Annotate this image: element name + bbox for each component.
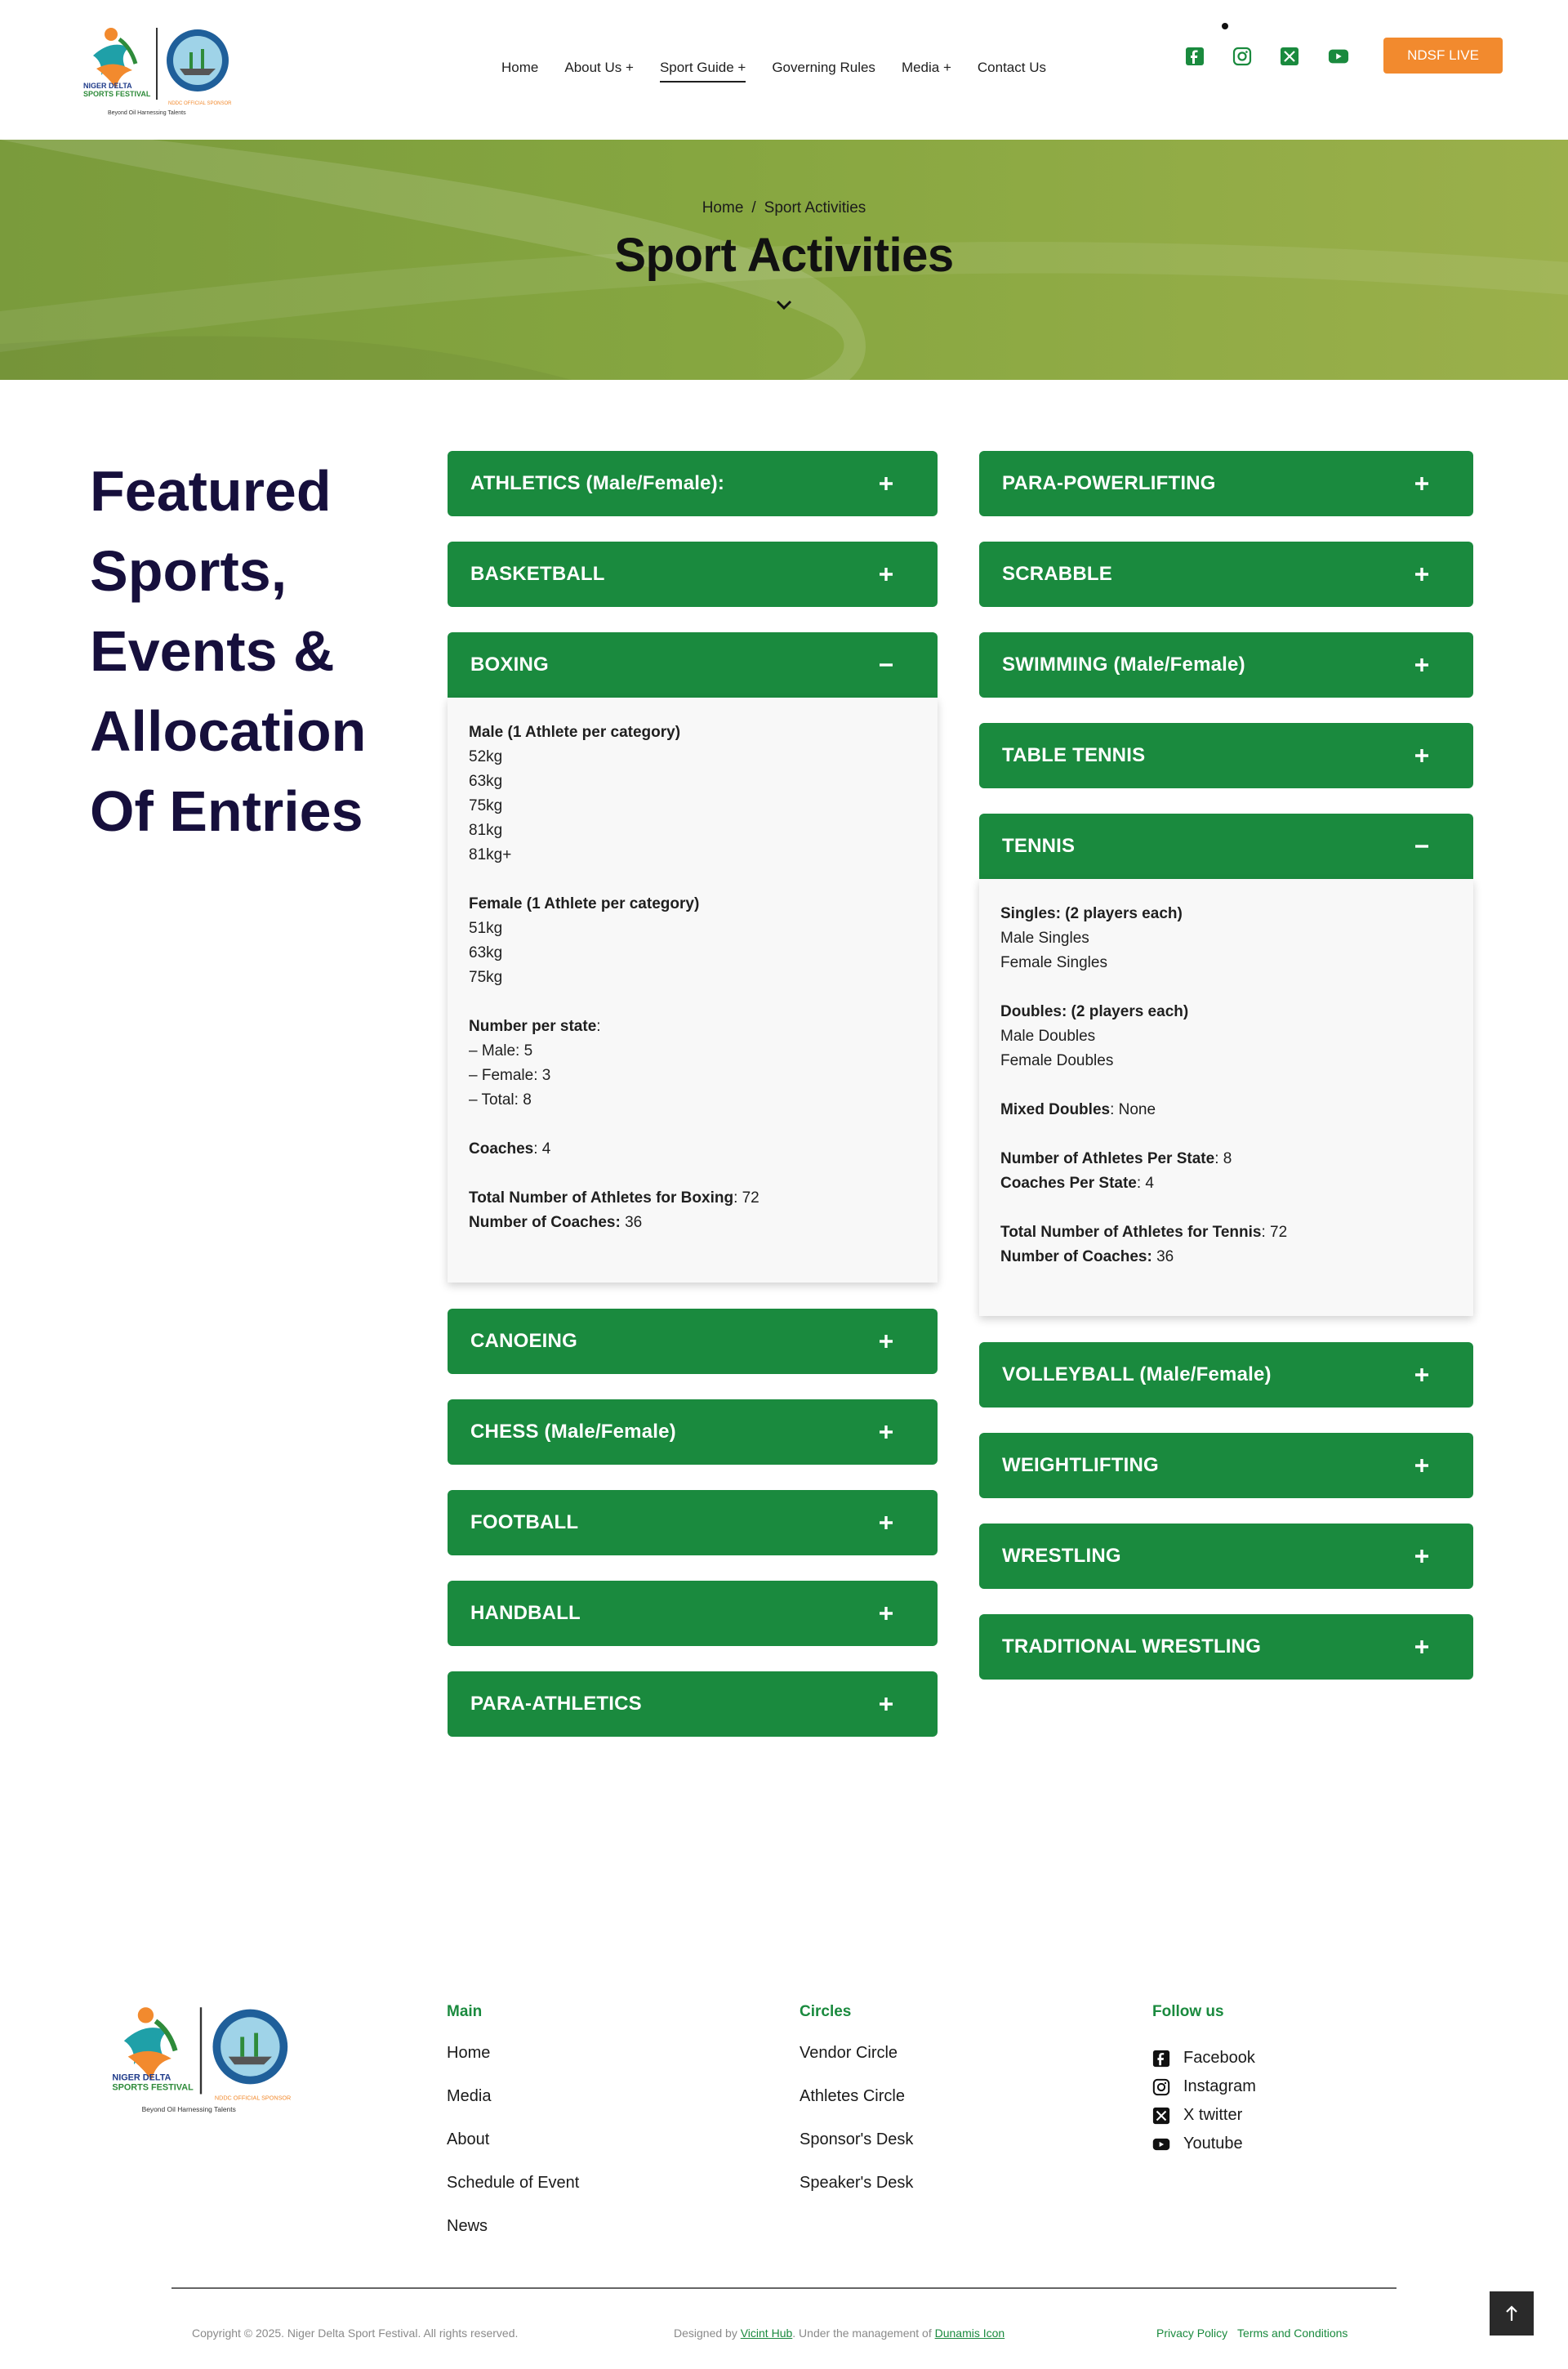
boxing-male-heading: Male (1 Athlete per category) bbox=[469, 724, 681, 741]
footer-main-heading: Main bbox=[447, 2003, 483, 2020]
boxing-total-value: : 72 bbox=[733, 1189, 760, 1207]
footer-link-schedule[interactable]: Schedule of Event bbox=[447, 2174, 580, 2192]
breadcrumb-separator: / bbox=[751, 199, 756, 216]
plus-icon bbox=[1413, 475, 1431, 493]
accordion-para-athletics[interactable] bbox=[448, 1671, 938, 1737]
accordion-title: PARA-POWERLIFTING bbox=[1002, 472, 1216, 494]
featured-line: Allocation bbox=[90, 699, 367, 763]
list-item: 81kg+ bbox=[469, 846, 512, 863]
footer-link-about[interactable]: About bbox=[447, 2130, 490, 2148]
page-hero bbox=[0, 140, 1568, 380]
tennis-per-state-label: Number of Athletes Per State bbox=[1000, 1150, 1215, 1167]
tennis-total-label: Total Number of Athletes for Tennis bbox=[1000, 1224, 1262, 1241]
plus-icon bbox=[877, 1514, 895, 1532]
accordion-volleyball[interactable] bbox=[979, 1342, 1473, 1408]
accordion-title: BOXING bbox=[470, 654, 549, 676]
facebook-icon bbox=[1152, 2050, 1170, 2068]
copyright-text: Copyright © 2025. Niger Delta Sport Festival. All rights reserved. bbox=[192, 2327, 519, 2340]
list-item: Female Singles bbox=[1000, 954, 1107, 971]
tennis-num-coaches-label: Number of Coaches: bbox=[1000, 1248, 1152, 1265]
footer-social-label: Facebook bbox=[1183, 2049, 1255, 2067]
tennis-singles-heading: Singles: (2 players each) bbox=[1000, 905, 1183, 922]
tennis-mixed-label: Mixed Doubles bbox=[1000, 1101, 1111, 1118]
footer-main-column bbox=[447, 2003, 579, 2260]
footer-x-twitter-link[interactable] bbox=[1152, 2101, 1256, 2130]
footer-social-label: X twitter bbox=[1183, 2106, 1243, 2124]
breadcrumb-home[interactable]: Home bbox=[702, 199, 744, 216]
accordion-title: VOLLEYBALL (Male/Female) bbox=[1002, 1363, 1272, 1385]
plus-icon bbox=[1413, 1547, 1431, 1565]
site-logo[interactable] bbox=[78, 23, 235, 118]
plus-icon bbox=[877, 1332, 895, 1350]
terms-link[interactable]: Terms and Conditions bbox=[1237, 2327, 1348, 2340]
management-text: . Under the management of bbox=[792, 2327, 935, 2340]
instagram-icon bbox=[1152, 2078, 1170, 2096]
list-item: 75kg bbox=[469, 797, 503, 814]
plus-icon bbox=[877, 1604, 895, 1622]
footer-link-vendor-circle[interactable]: Vendor Circle bbox=[800, 2044, 898, 2062]
accordion-scrabble[interactable] bbox=[979, 542, 1473, 607]
accordion-title: TABLE TENNIS bbox=[1002, 744, 1146, 766]
plus-icon bbox=[1413, 1366, 1431, 1384]
boxing-per-state-label: Number per state bbox=[469, 1018, 597, 1035]
accordion-basketball[interactable] bbox=[448, 542, 938, 607]
accordion-wrestling[interactable] bbox=[979, 1524, 1473, 1589]
list-item: 81kg bbox=[469, 822, 503, 839]
footer-link-home[interactable]: Home bbox=[447, 2044, 491, 2062]
list-item: – Total: 8 bbox=[469, 1091, 532, 1109]
nav-contact[interactable]: Contact Us bbox=[977, 60, 1046, 75]
facebook-icon[interactable] bbox=[1184, 46, 1205, 67]
boxing-total-label: Total Number of Athletes for Boxing bbox=[469, 1189, 734, 1207]
accordion-title: CANOEING bbox=[470, 1330, 577, 1352]
tennis-coaches-label: Coaches Per State bbox=[1000, 1175, 1137, 1192]
minus-icon bbox=[877, 656, 895, 674]
footer-facebook-link[interactable] bbox=[1152, 2044, 1256, 2072]
list-item: Male Singles bbox=[1000, 930, 1089, 947]
featured-heading bbox=[90, 451, 433, 851]
accordion-swimming[interactable] bbox=[979, 632, 1473, 698]
accordion-tennis[interactable] bbox=[979, 814, 1473, 879]
ndsf-live-button[interactable]: NDSF LIVE bbox=[1383, 38, 1503, 74]
accordion-chess[interactable] bbox=[448, 1399, 938, 1465]
footer-link-athletes-circle[interactable]: Athletes Circle bbox=[800, 2087, 905, 2105]
accordion-title: WRESTLING bbox=[1002, 1545, 1121, 1567]
list-item: Male Doubles bbox=[1000, 1028, 1096, 1045]
nav-sport-guide[interactable]: Sport Guide + bbox=[660, 60, 746, 83]
footer-youtube-link[interactable] bbox=[1152, 2130, 1256, 2158]
list-item: – Female: 3 bbox=[469, 1067, 551, 1084]
instagram-icon[interactable] bbox=[1232, 46, 1253, 67]
accordion-traditional-wrestling[interactable] bbox=[979, 1614, 1473, 1680]
footer-instagram-link[interactable] bbox=[1152, 2072, 1256, 2101]
accordion-title: CHESS (Male/Female) bbox=[470, 1421, 676, 1443]
youtube-icon[interactable] bbox=[1328, 46, 1349, 67]
accordion-title: SWIMMING (Male/Female) bbox=[1002, 654, 1245, 676]
boxing-coaches-label: Coaches bbox=[469, 1140, 534, 1158]
plus-icon bbox=[1413, 1457, 1431, 1474]
boxing-num-coaches-value: 36 bbox=[620, 1214, 643, 1231]
svg-text:SPORTS FESTIVAL: SPORTS FESTIVAL bbox=[112, 2082, 194, 2093]
featured-line: Sports, bbox=[90, 539, 287, 603]
svg-text:NDDC OFFICIAL SPONSOR: NDDC OFFICIAL SPONSOR bbox=[214, 2094, 292, 2102]
tennis-num-coaches-value: 36 bbox=[1152, 1248, 1174, 1265]
tennis-total-value: : 72 bbox=[1261, 1224, 1288, 1241]
plus-icon bbox=[1413, 1638, 1431, 1656]
svg-text:NIGER DELTA: NIGER DELTA bbox=[83, 82, 132, 90]
accordion-table-tennis[interactable] bbox=[979, 723, 1473, 788]
footer-logo[interactable] bbox=[106, 2001, 296, 2116]
footer-link-media[interactable]: Media bbox=[447, 2087, 492, 2105]
tennis-mixed-value: : None bbox=[1110, 1101, 1156, 1118]
footer-follow-column bbox=[1152, 2003, 1256, 2158]
main-nav bbox=[501, 60, 1072, 83]
footer-social-label: Youtube bbox=[1183, 2135, 1243, 2153]
accordion-title: TENNIS bbox=[1002, 835, 1076, 857]
footer-circles-column bbox=[800, 2003, 913, 2217]
privacy-policy-link[interactable]: Privacy Policy bbox=[1156, 2327, 1228, 2340]
featured-line: Events & bbox=[90, 619, 335, 683]
tennis-panel bbox=[979, 879, 1473, 1316]
nav-media[interactable]: Media + bbox=[901, 60, 951, 75]
boxing-per-state-suffix: : bbox=[596, 1018, 601, 1035]
featured-line: Of Entries bbox=[90, 779, 363, 843]
accordion-weightlifting[interactable] bbox=[979, 1433, 1473, 1498]
footer-circles-heading: Circles bbox=[800, 2003, 852, 2020]
accordion-title: FOOTBALL bbox=[470, 1511, 579, 1533]
legal-links bbox=[1156, 2327, 1348, 2340]
youtube-icon bbox=[1152, 2135, 1170, 2153]
list-item: 63kg bbox=[469, 773, 503, 790]
nav-governing-rules[interactable]: Governing Rules bbox=[772, 60, 875, 75]
plus-icon bbox=[877, 475, 895, 493]
boxing-num-coaches-label: Number of Coaches: bbox=[469, 1214, 621, 1231]
list-item: 63kg bbox=[469, 944, 503, 961]
plus-icon bbox=[877, 1695, 895, 1713]
plus-icon bbox=[877, 1423, 895, 1441]
accordion-para-powerlifting[interactable] bbox=[979, 451, 1473, 516]
x-twitter-icon bbox=[1152, 2107, 1170, 2125]
page-title: Sport Activities bbox=[614, 229, 954, 282]
svg-text:NDDC OFFICIAL SPONSOR: NDDC OFFICIAL SPONSOR bbox=[168, 101, 232, 106]
footer-follow-heading: Follow us bbox=[1152, 2003, 1224, 2020]
footer-link-news[interactable]: News bbox=[447, 2217, 488, 2235]
list-item: 52kg bbox=[469, 748, 503, 765]
accordion-title: PARA-ATHLETICS bbox=[470, 1693, 642, 1715]
footer-link-sponsors-desk[interactable]: Sponsor's Desk bbox=[800, 2130, 914, 2148]
nav-home[interactable]: Home bbox=[501, 60, 539, 75]
accordion-boxing[interactable] bbox=[448, 632, 938, 698]
minus-icon bbox=[1413, 837, 1431, 855]
site-header bbox=[0, 0, 1568, 140]
accordion-title: SCRABBLE bbox=[1002, 563, 1112, 585]
svg-text:NIGER DELTA: NIGER DELTA bbox=[112, 2072, 172, 2083]
x-twitter-icon[interactable] bbox=[1279, 46, 1300, 67]
svg-text:Beyond Oil Harnessing Talents: Beyond Oil Harnessing Talents bbox=[141, 2105, 236, 2114]
accordion-title: ATHLETICS (Male/Female): bbox=[470, 472, 725, 494]
list-item: 51kg bbox=[469, 920, 503, 937]
back-to-top-button[interactable] bbox=[1490, 2291, 1534, 2336]
accordion-title: TRADITIONAL WRESTLING bbox=[1002, 1635, 1262, 1657]
accordion-title: BASKETBALL bbox=[470, 563, 605, 585]
designed-by-text bbox=[674, 2327, 1004, 2340]
svg-text:Beyond Oil Harnessing Talents: Beyond Oil Harnessing Talents bbox=[108, 110, 186, 116]
plus-icon bbox=[877, 565, 895, 583]
designer-link[interactable]: Vicint Hub bbox=[740, 2327, 793, 2340]
list-item: Female Doubles bbox=[1000, 1052, 1114, 1069]
list-item: – Male: 5 bbox=[469, 1042, 533, 1060]
plus-icon bbox=[1413, 565, 1431, 583]
plus-icon bbox=[1413, 747, 1431, 765]
chevron-down-icon[interactable] bbox=[773, 298, 795, 313]
accordion-athletics[interactable] bbox=[448, 451, 938, 516]
boxing-coaches-value: : 4 bbox=[533, 1140, 551, 1158]
accordion-title: WEIGHTLIFTING bbox=[1002, 1454, 1159, 1476]
nav-about[interactable]: About Us + bbox=[564, 60, 634, 75]
list-item: 75kg bbox=[469, 969, 503, 986]
arrow-up-icon bbox=[1503, 2304, 1520, 2323]
accordion-canoeing[interactable] bbox=[448, 1309, 938, 1374]
boxing-panel bbox=[448, 698, 938, 1283]
tennis-coaches-value: : 4 bbox=[1136, 1175, 1154, 1192]
plus-icon bbox=[1413, 656, 1431, 674]
featured-line: Featured bbox=[90, 459, 332, 523]
boxing-female-heading: Female (1 Athlete per category) bbox=[469, 895, 700, 912]
footer-social-label: Instagram bbox=[1183, 2077, 1256, 2095]
manager-link[interactable]: Dunamis Icon bbox=[934, 2327, 1005, 2340]
designed-by-prefix: Designed by bbox=[674, 2327, 741, 2340]
tennis-doubles-heading: Doubles: (2 players each) bbox=[1000, 1003, 1189, 1020]
accordion-football[interactable] bbox=[448, 1490, 938, 1555]
accordion-handball[interactable] bbox=[448, 1581, 938, 1646]
breadcrumb bbox=[0, 199, 1568, 217]
breadcrumb-current: Sport Activities bbox=[764, 199, 866, 216]
accordion-title: HANDBALL bbox=[470, 1602, 581, 1624]
tennis-per-state-value: : 8 bbox=[1214, 1150, 1232, 1167]
svg-text:SPORTS FESTIVAL: SPORTS FESTIVAL bbox=[83, 90, 151, 98]
footer-link-speakers-desk[interactable]: Speaker's Desk bbox=[800, 2174, 914, 2192]
footer-divider bbox=[172, 2287, 1396, 2289]
indicator-dot bbox=[1222, 23, 1228, 29]
